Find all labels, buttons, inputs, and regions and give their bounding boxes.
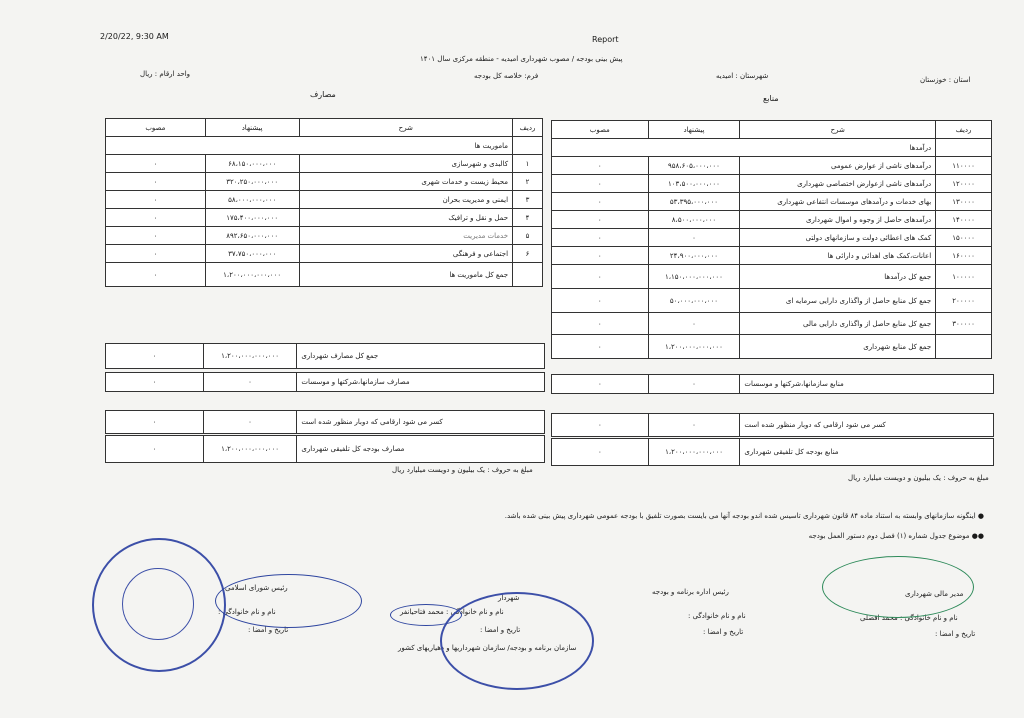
table-row: ۱۲۰۰۰۰ درآمدهای ناشی ازعوارض اختصاصی شهرداری ۱۰۳،۵۰۰،۰۰۰،۰۰۰ ۰ bbox=[552, 175, 992, 193]
unit-label: واحد ارقام : ریال bbox=[140, 70, 191, 78]
expenses-table bbox=[105, 118, 543, 287]
council-name: نام و نام خانوادگی : bbox=[218, 608, 276, 616]
finance-name: نام و نام خانوادگی : محمد افضلی bbox=[860, 614, 958, 622]
council-signature bbox=[215, 574, 362, 628]
mayor-title: شهردار bbox=[498, 594, 520, 602]
note-2: ●● موضوع جدول شماره (۱) فصل دوم دستور العمل بودجه bbox=[808, 532, 984, 540]
resources-consolidated-box: منابع بودجه کل تلفیقی شهرداری ۱،۲۰۰،۰۰۰،۰۰۰،۰۰۰ ۰ bbox=[551, 438, 994, 466]
table-row: ۱۴۰۰۰۰ درآمدهای حاصل از وجوه و اموال شهرداری ۸،۵۰۰،۰۰۰،۰۰۰ ۰ bbox=[552, 211, 992, 229]
capital-row: ۲۰۰۰۰۰ جمع کل منابع حاصل از واگذاری دارایی سرمایه ای ۵۰،۰۰۰،۰۰۰،۰۰۰ ۰ bbox=[552, 289, 992, 313]
table-row: ۳ ایمنی و مدیریت بحران ۵۸،۰۰۰،۰۰۰،۰۰۰ ۰ bbox=[106, 191, 543, 209]
planning-date: تاریخ و امضا : bbox=[703, 628, 744, 636]
total-income-row: ۱۰۰۰۰۰ جمع کل درآمدها ۱،۱۵۰،۰۰۰،۰۰۰،۰۰۰ ۰ bbox=[552, 265, 992, 289]
col-proposed: پیشنهاد bbox=[648, 121, 740, 139]
expenses-deduction-box: کسر می شود ارقامی که دوبار منظور شده است ۰ ۰ bbox=[105, 410, 545, 434]
section-label: ماموریت ها bbox=[106, 137, 513, 155]
total-missions-row: جمع کل ماموریت ها ۱،۲۰۰،۰۰۰،۰۰۰،۰۰۰ ۰ bbox=[106, 263, 543, 287]
county-label: شهرستان : امیدیه bbox=[716, 72, 769, 80]
table-row: ۱۵۰۰۰۰ کمک های اعطائی دولت و سازمانهای دولتی ۰ ۰ bbox=[552, 229, 992, 247]
report-title: پیش بینی بودجه / مصوب شهرداری امیدیه - منطقه مرکزی سال ۱۴۰۱ bbox=[420, 55, 623, 63]
expenses-total-box: جمع کل مصارف شهرداری ۱،۲۰۰،۰۰۰،۰۰۰،۰۰۰ ۰ bbox=[105, 343, 545, 369]
table-row: ۱ کالبدی و شهرسازی ۶۸،۱۵۰،۰۰۰،۰۰۰ ۰ bbox=[106, 155, 543, 173]
total-municipal-row: جمع کل منابع شهرداری ۱،۲۰۰،۰۰۰،۰۰۰،۰۰۰ ۰ bbox=[552, 335, 992, 359]
table-row: ۱۱۰۰۰۰ درآمدهای ناشی از عوارض عمومی ۹۵۸،۶۰۵،۰۰۰،۰۰۰ ۰ bbox=[552, 157, 992, 175]
table-row: ۱۳۰۰۰۰ بهای خدمات و درآمدهای موسسات انتفاعی شهرداری ۵۳،۳۹۵،۰۰۰،۰۰۰ ۰ bbox=[552, 193, 992, 211]
finance-title: مدیر مالی شهرداری bbox=[905, 590, 964, 598]
col-desc: شرح bbox=[299, 119, 512, 137]
col-proposed: پیشنهاد bbox=[205, 119, 299, 137]
planning-name: نام و نام خانوادگی : bbox=[688, 612, 746, 620]
mayor-stamp bbox=[440, 592, 594, 690]
financial-row: ۳۰۰۰۰۰ جمع کل منابع حاصل از واگذاری دارایی مالی ۰ ۰ bbox=[552, 313, 992, 335]
table-row: ۶ اجتماعی و فرهنگی ۳۷،۷۵۰،۰۰۰،۰۰۰ ۰ bbox=[106, 245, 543, 263]
mayor-date: تاریخ و امضا : bbox=[480, 626, 521, 634]
col-approved: مصوب bbox=[106, 119, 206, 137]
table-row: ۴ حمل و نقل و ترافیک ۱۷۵،۴۰۰،۰۰۰،۰۰۰ ۰ bbox=[106, 209, 543, 227]
mayor-name: نام و نام خانوادگی : محمد فتاحیانفر bbox=[400, 608, 504, 616]
expenses-title: مصارف bbox=[310, 90, 336, 99]
expenses-amount-words: مبلغ به حروف : یک بیلیون و دویست میلیارد ریال bbox=[392, 466, 533, 474]
expenses-consolidated-box: مصارف بودجه کل تلفیقی شهرداری ۱،۲۰۰،۰۰۰،۰۰۰،۰۰۰ ۰ bbox=[105, 435, 545, 463]
resources-title: منابع bbox=[763, 94, 779, 103]
council-title: رئیس شورای اسلامی bbox=[225, 584, 288, 592]
col-approved: مصوب bbox=[552, 121, 649, 139]
col-row: ردیف bbox=[936, 121, 992, 139]
resources-amount-words: مبلغ به حروف : یک بیلیون و دویست میلیارد ریال bbox=[848, 474, 989, 482]
form-label: فرم: خلاصه کل بودجه bbox=[474, 72, 539, 80]
resources-org-box: منابع سازمانها،شرکتها و موسسات ۰ ۰ bbox=[551, 374, 994, 394]
finance-signature bbox=[822, 556, 974, 618]
footer-org: سازمان برنامه و بودجه/ سازمان شهرداریها و دهیاریهای کشور bbox=[398, 644, 577, 652]
resources-deduction-box: کسر می شود ارقامی که دوبار منظور شده است ۰ ۰ bbox=[551, 413, 994, 437]
resources-table bbox=[551, 120, 992, 359]
province-label: استان : خوزستان bbox=[920, 76, 971, 84]
finance-date: تاریخ و امضا : bbox=[935, 630, 976, 638]
expenses-org-box: مصارف سازمانها،شرکتها و موسسات ۰ ۰ bbox=[105, 372, 545, 392]
col-row: ردیف bbox=[513, 119, 543, 137]
planning-title: رئیس اداره برنامه و بودجه bbox=[652, 588, 729, 596]
table-row: ۱۶۰۰۰۰ اعانات،کمک های اهدائی و دارائی ها ۲۴،۹۰۰،۰۰۰،۰۰۰ ۰ bbox=[552, 247, 992, 265]
council-stamp bbox=[92, 538, 226, 672]
col-desc: شرح bbox=[740, 121, 936, 139]
report-label: Report bbox=[592, 35, 619, 44]
mayor-signature bbox=[390, 604, 462, 626]
timestamp: 2/20/22, 9:30 AM bbox=[100, 32, 169, 41]
note-1: ● اینگونه سازمانهای وابسته به استناد ماده ۸۴ قانون شهرداری تاسیس شده اندو بودجه آنها می بایست بصورت تلفیق با بودجه عمومی شهرداری پیش بینی شده باشد. bbox=[504, 512, 984, 520]
section-label: درآمدها bbox=[552, 139, 936, 157]
table-row: ۵ خدمات مدیریت ۸۹۲،۶۵۰،۰۰۰،۰۰۰ ۰ bbox=[106, 227, 543, 245]
table-row: ۲ محیط زیست و خدمات شهری ۳۲۰،۲۵۰،۰۰۰،۰۰۰ ۰ bbox=[106, 173, 543, 191]
council-date: تاریخ و امضا : bbox=[248, 626, 289, 634]
